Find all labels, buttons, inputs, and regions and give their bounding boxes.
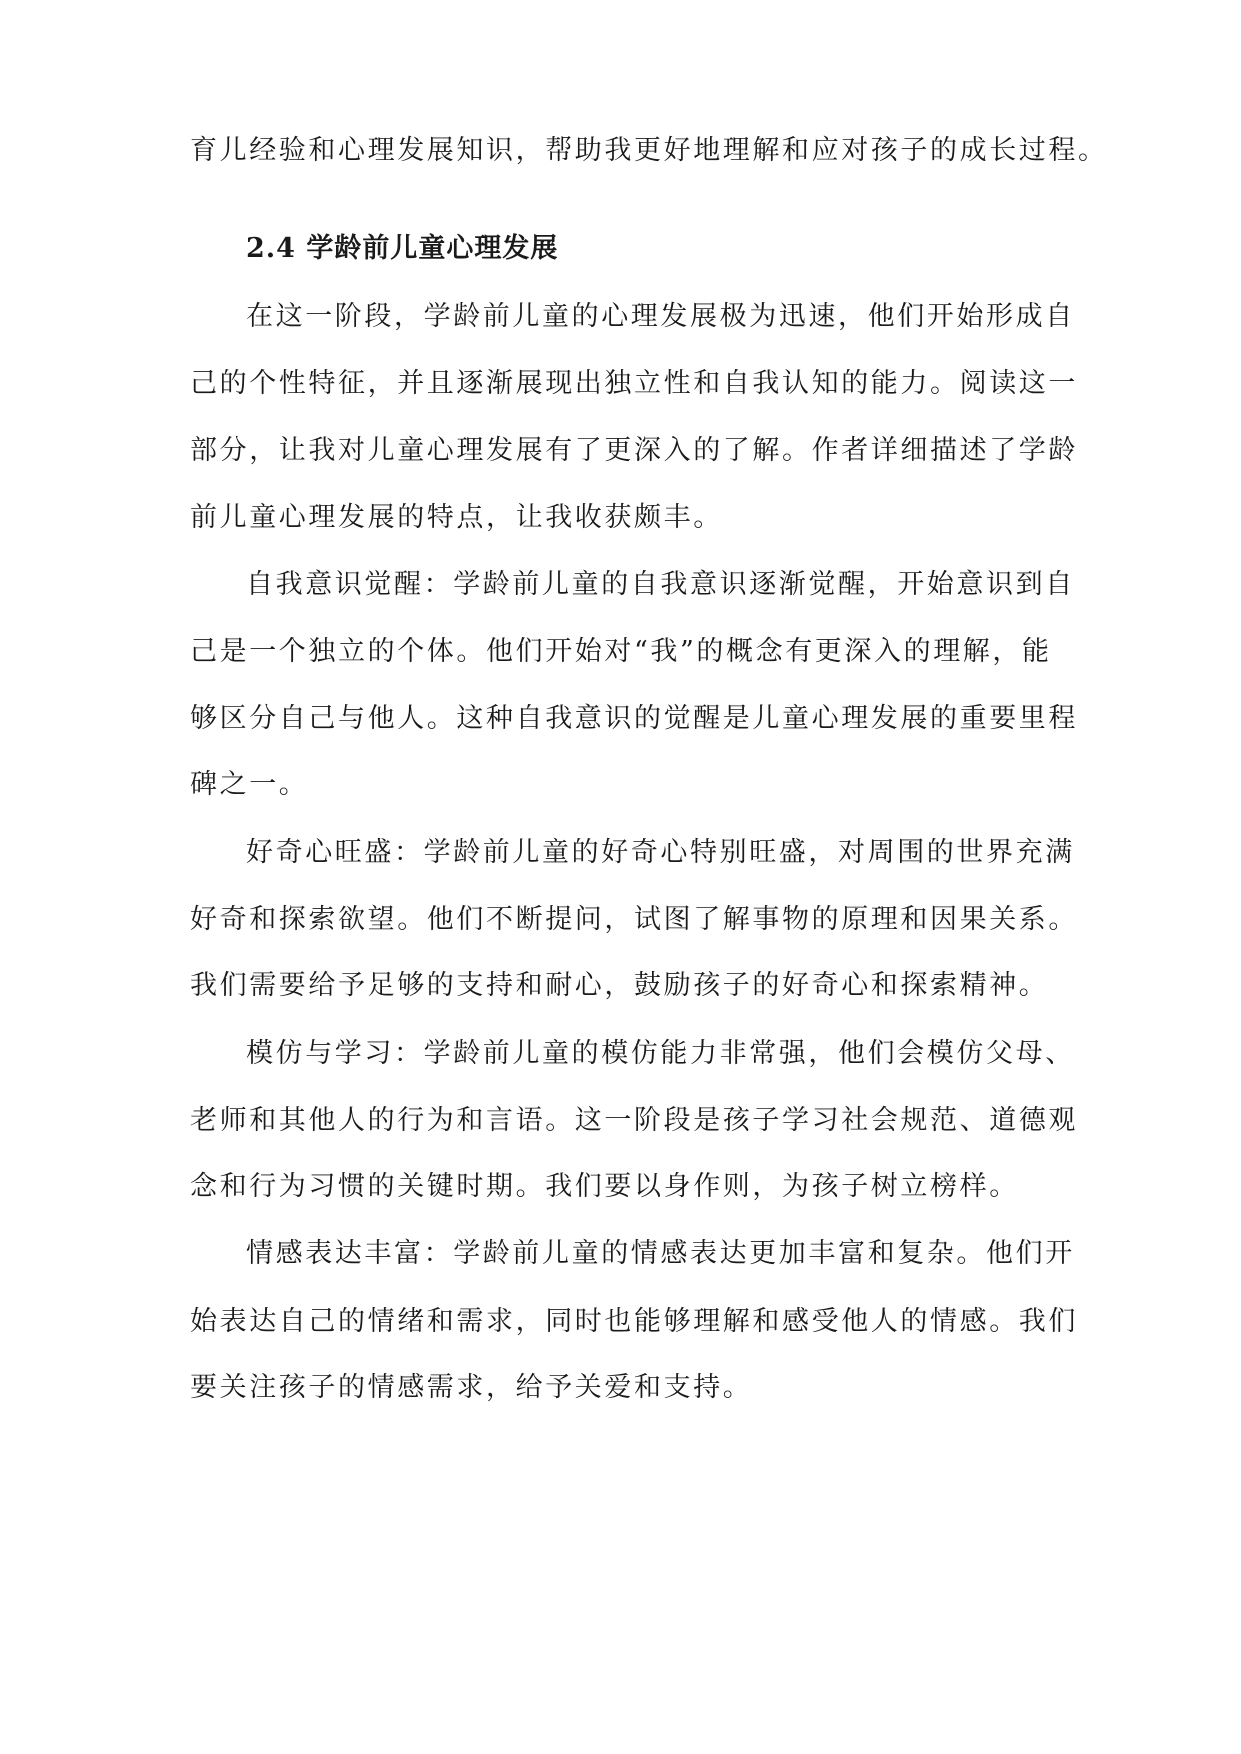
body-text-line: 碑之一。 [190, 769, 309, 800]
section-heading: 2.4 学龄前儿童心理发展 [246, 233, 559, 264]
body-text-line: 好奇和探索欲望。他们不断提问，试图了解事物的原理和因果关系。 [190, 904, 1078, 935]
body-text-line: 情感表达丰富：学龄前儿童的情感表达更加丰富和复杂。他们开 [246, 1238, 1075, 1269]
body-text-line: 要关注孩子的情感需求，给予关爱和支持。 [190, 1372, 753, 1403]
body-text-line: 自我意识觉醒：学龄前儿童的自我意识逐渐觉醒，开始意识到自 [246, 569, 1075, 600]
body-text-line: 己的个性特征，并且逐渐展现出独立性和自我认知的能力。阅读这一 [190, 368, 1078, 399]
body-text-line: 部分，让我对儿童心理发展有了更深入的了解。作者详细描述了学龄 [190, 435, 1078, 466]
body-text-line: 好奇心旺盛：学龄前儿童的好奇心特别旺盛，对周围的世界充满 [246, 837, 1075, 868]
body-text-line: 育儿经验和心理发展知识，帮助我更好地理解和应对孩子的成长过程。 [190, 135, 1108, 166]
body-text-line: 在这一阶段，学龄前儿童的心理发展极为迅速，他们开始形成自 [246, 301, 1075, 332]
body-text-line: 念和行为习惯的关键时期。我们要以身作则，为孩子树立榜样。 [190, 1171, 1019, 1202]
body-text-line: 始表达自己的情绪和需求，同时也能够理解和感受他人的情感。我们 [190, 1306, 1078, 1337]
body-text-line: 我们需要给予足够的支持和耐心，鼓励孩子的好奇心和探索精神。 [190, 970, 1049, 1001]
body-text-line: 够区分自己与他人。这种自我意识的觉醒是儿童心理发展的重要里程 [190, 703, 1078, 734]
body-text-line: 前儿童心理发展的特点，让我收获颇丰。 [190, 502, 723, 533]
body-text-line: 己是一个独立的个体。他们开始对“我”的概念有更深入的理解，能 [190, 636, 1052, 667]
body-text-line: 模仿与学习：学龄前儿童的模仿能力非常强，他们会模仿父母、 [246, 1038, 1075, 1069]
body-text-line: 老师和其他人的行为和言语。这一阶段是孩子学习社会规范、道德观 [190, 1105, 1078, 1136]
